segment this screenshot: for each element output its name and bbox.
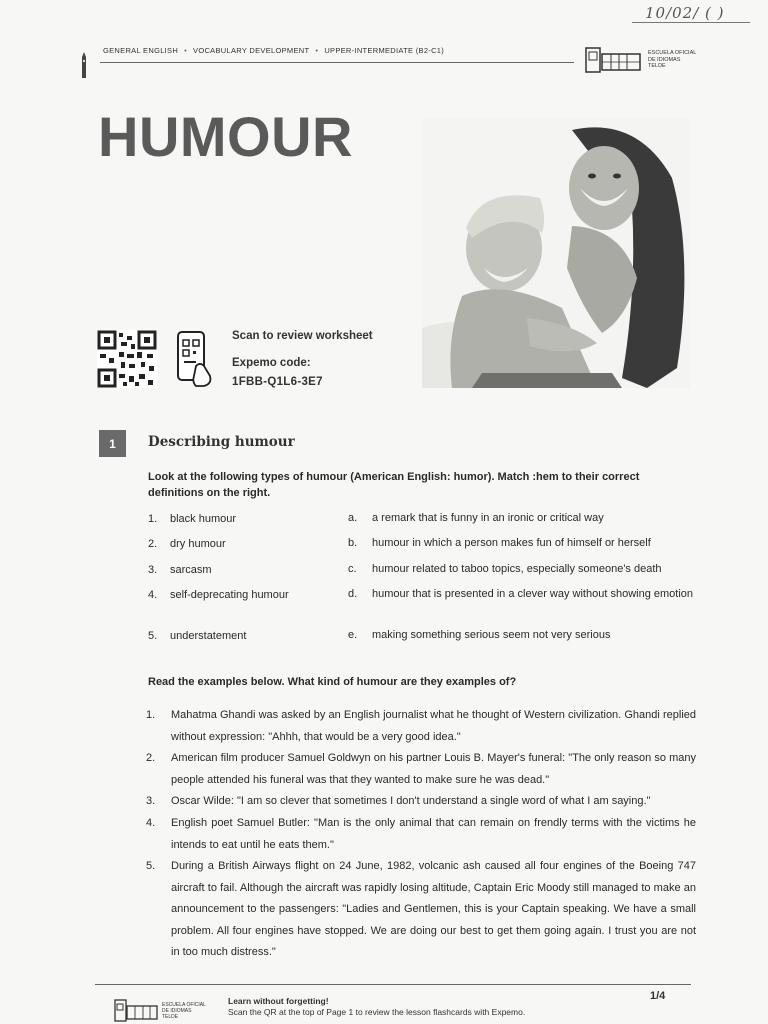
expemo-code-value: 1FBB-Q1L6-3E7 [232, 376, 323, 388]
footer-title: Learn without forgetting! [228, 996, 329, 1006]
definition-text: making something serious seem not very serious [372, 629, 611, 641]
crumb-level: UPPER-INTERMEDIATE (B2-C1) [324, 46, 445, 55]
page-title: HUMOUR [98, 105, 353, 168]
term-item: 2. dry humour [148, 538, 226, 550]
example-text: During a British Airways flight on 24 June, 1982, volcanic ash caused all four engines of the Boeing 747 aircraft to fail. Although the aircraft was rapidly losing altitude, Captain Eric Moody still managed to make an announcement to the passengers: "Ladies and Gentlemen, this is your Captain speaking. We have a small problem. All four engines have stopped. We are doing our best to get them going again. I trust you are not in too much distress." [171, 860, 696, 958]
definition-item: b. humour in which a person makes fun of himself or herself [348, 533, 698, 553]
crumb-general-english: GENERAL ENGLISH [103, 46, 179, 55]
example-item: 2. American film producer Samuel Goldwyn on his partner Louis B. Mayer's funeral: "The only reason so many people attended his funeral was that they wanted to make sure he was dead." [146, 748, 696, 791]
examples-instructions: Read the examples below. What kind of humour are they examples of? [148, 676, 517, 688]
example-item: 1. Mahatma Ghandi was asked by an English journalist what he thought of Western civilization. Ghandi replied without expression: "Ahhh, that would be a very good idea." [146, 705, 696, 748]
definition-text: a remark that is funny in an ironic or critical way [372, 512, 604, 524]
term-label: self-deprecating humour [170, 589, 289, 601]
definition-item: a. a remark that is funny in an ironic or critical way [348, 508, 698, 528]
school-logo-icon [114, 997, 159, 1023]
example-item: 5. During a British Airways flight on 24 June, 1982, volcanic ash caused all four engines of the Boeing 747 aircraft to fail. Although the aircraft was rapidly losing altitude, Captain Eric Moody still managed to make an announcement to the passengers: "Ladies and Gentlemen, this is your Captain speaking. We have a small problem. All four engines have stopped. We are doing our best to get them going again. I trust you are not in too much distress." [146, 856, 696, 964]
definition-item: d. humour that is presented in a clever way without showing emotion [348, 584, 698, 604]
expemo-code-label: Expemo code: [232, 357, 311, 369]
big-ben-icon [80, 52, 88, 78]
example-text: American film producer Samuel Goldwyn on his partner Louis B. Mayer's funeral: "The only reason so many people attended his funeral was that they wanted to make sure he was dead." [171, 752, 696, 786]
phone-scan-icon [174, 330, 214, 388]
term-label: sarcasm [170, 564, 212, 576]
section-number-badge: 1 [99, 430, 126, 457]
term-label: black humour [170, 513, 237, 525]
definition-item: c. humour related to taboo topics, especially someone's death [348, 559, 698, 579]
matching-instructions: Look at the following types of humour (American English: humor). Match :hem to their correct definitions on the right. [148, 471, 640, 499]
footer-instruction: Scan the QR at the top of Page 1 to review the lesson flashcards with Expemo. [228, 1007, 526, 1017]
term-item: 5. understatement [148, 630, 247, 642]
example-text: English poet Samuel Butler: "Man is the only animal that can remain on frendly terms with the victims he intends to eat until he eats them." [171, 817, 696, 851]
school-name: ESCUELA OFICIAL DE IDIOMAS TELDE [648, 50, 697, 69]
example-text: Mahatma Ghandi was asked by an English journalist what he thought of Western civilization. Ghandi replied without expression: "Ahhh, that would be a very good idea." [171, 709, 696, 743]
term-item: 4. self-deprecating humour [148, 589, 289, 601]
example-item: 3. Oscar Wilde: "I am so clever that sometimes I don't understand a single word of what I am saying." [146, 791, 696, 813]
definition-text: humour related to taboo topics, especially someone's death [372, 563, 662, 575]
footer-school-name: ESCUELA OFICIAL DE IDIOMAS TELDE [162, 1002, 206, 1020]
example-text: Oscar Wilde: "I am so clever that sometimes I don't understand a single word of what I am saying." [171, 795, 651, 807]
definition-text: humour that is presented in a clever way without showing emotion [372, 588, 694, 600]
date-underline [632, 22, 750, 23]
laughing-couple-photo [422, 118, 690, 388]
term-item: 3. sarcasm [148, 564, 212, 576]
term-label: dry humour [170, 538, 226, 550]
crumb-vocabulary: VOCABULARY DEVELOPMENT [193, 46, 310, 55]
school-logo-icon [585, 44, 643, 74]
footer-divider [95, 984, 691, 985]
scan-instruction: Scan to review worksheet [232, 330, 373, 342]
term-label: understatement [170, 630, 247, 642]
handwritten-date: 10/02/ ( ) [645, 4, 725, 22]
example-item: 4. English poet Samuel Butler: "Man is the only animal that can remain on frendly terms with the victims he intends to eat until he eats them." [146, 813, 696, 856]
page-number: 1/4 [650, 990, 666, 1002]
section-title: Describing humour [148, 434, 295, 450]
definition-text: humour in which a person makes fun of himself or herself [372, 537, 651, 549]
term-item: 1. black humour [148, 513, 237, 525]
qr-code-icon[interactable] [97, 330, 157, 388]
header-breadcrumb: GENERAL ENGLISH • VOCABULARY DEVELOPMENT • UPPER-INTERMEDIATE (B2-C1) [103, 46, 445, 55]
definition-item: e. making something serious seem not very serious [348, 625, 698, 645]
header-divider [100, 62, 574, 63]
